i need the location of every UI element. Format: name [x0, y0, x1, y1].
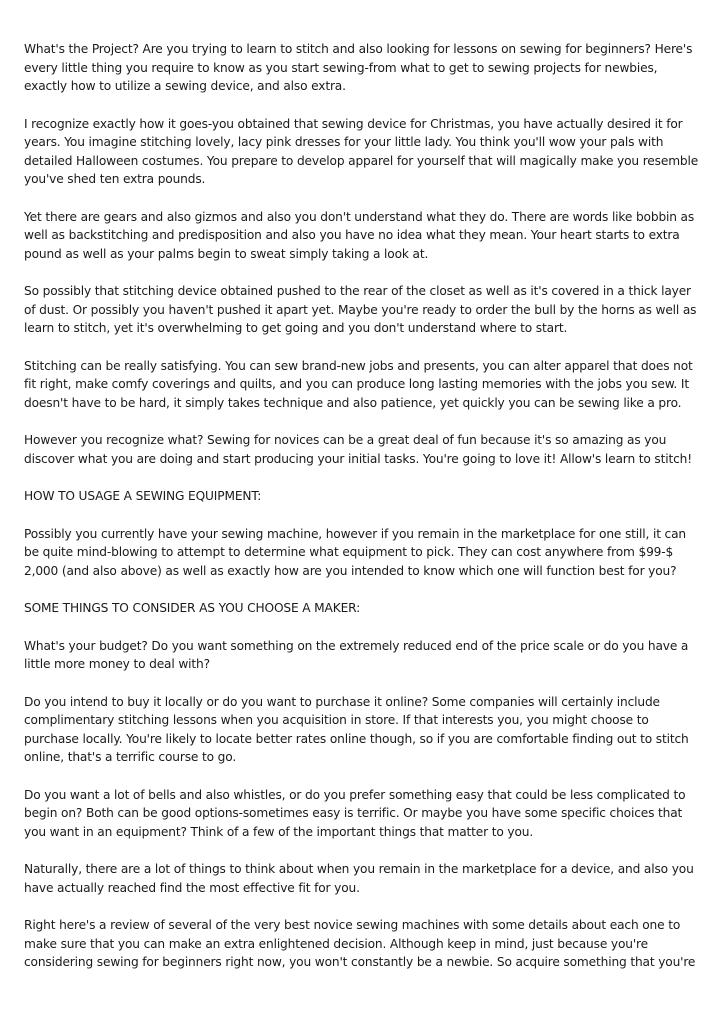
- closet-paragraph: So possibly that stitching device obtained pushed to the rear of the closet as well as it's covered in a thick layer of dust. Or possibly you haven't pushed it apart yet. Maybe you're ready to order the bull by the horns as well as learn to stitch, yet it's overwhelming to get going and you don't understand where to start.: [24, 284, 697, 335]
- review-paragraph: Right here's a review of several of the very best novice sewing machines with some details about each one to make sure that you can make an extra enlightened decision. Although keep in mind, just because you're considering sewing for beginners right now, you won't constantly be a newbie. So acquire something that you're: [24, 918, 696, 969]
- document-body: [24, 40, 700, 991]
- fun-paragraph: However you recognize what? Sewing for novices can be a great deal of fun because it's so amazing as you discover what you are doing and start producing your initial tasks. You're going to love it! Allow's learn to stitch!: [24, 433, 692, 466]
- gears-paragraph: Yet there are gears and also gizmos and also you don't understand what they do. There are words like bobbin as well as backstitching and predisposition and also you have no idea what they mean. Your heart starts to extra pound as well as your palms begin to sweat simply taking a look at.: [24, 209, 695, 261]
- christmas-paragraph: I recognize exactly how it goes-you obtained that sewing device for Christmas, you have actually desired it for years. You imagine stitching lovely, lacy pink dresses for your little lady. You think you'll wow your pals with detailed Halloween costumes. You prepare to develop apparel for yourself that will magically make you resemble you've shed ten extra pounds.: [24, 116, 699, 186]
- intro-paragraph: What's the Project? Are you trying to learn to stitch and also looking for lessons on sewing for beginners? Here's every little thing you require to know as you start sewing-from what to get to sewing projects for newbies, exactly how to utilize a sewing device, and also extra.: [24, 42, 693, 93]
- marketplace-paragraph: Naturally, there are a lot of things to think about when you remain in the marketplace for a device, and also you have actually reached find the most effective fit for you.: [24, 862, 694, 895]
- satisfying-paragraph: Stitching can be really satisfying. You can sew brand-new jobs and presents, you can alter apparel that does not fit right, make comfy coverings and quilts, and you can produce long lasting memories with the jobs you sew. It doesn't have to be hard, it simply takes technique and also patience, yet quickly you can be sewing like a pro.: [24, 358, 693, 410]
- section-heading-consider: SOME THINGS TO CONSIDER AS YOU CHOOSE A MAKER:: [24, 601, 361, 615]
- buy-locally-paragraph: Do you intend to buy it locally or do you want to purchase it online? Some companies will certainly include complimentary stitching lessons when you acquisition in store. If that interests you, you might choose to purchase locally. You're likely to locate better rates online though, so if you are comfortable finding out to stitch online, that's a terrific course to go.: [24, 694, 689, 764]
- machine-cost-paragraph: Possibly you currently have your sewing machine, however if you remain in the marketplace for one still, it can be quite mind-blowing to attempt to determine what equipment to pick. They can cost anywhere from $99-$ 2,000 (and also above) as well as exactly how are you intended to know which one will function best for you?: [24, 526, 686, 578]
- section-heading-usage: HOW TO USAGE A SEWING EQUIPMENT:: [24, 489, 262, 503]
- bells-whistles-paragraph: Do you want a lot of bells and also whistles, or do you prefer something easy that could be less complicated to begin on? Both can be good options-sometimes easy is terrific. Or maybe you have some specific choices that you want in an equipment? Think of a few of the important things that matter to you.: [24, 787, 686, 839]
- budget-paragraph: What's your budget? Do you want something on the extremely reduced end of the price scale or do you have a little more money to deal with?: [24, 638, 689, 671]
